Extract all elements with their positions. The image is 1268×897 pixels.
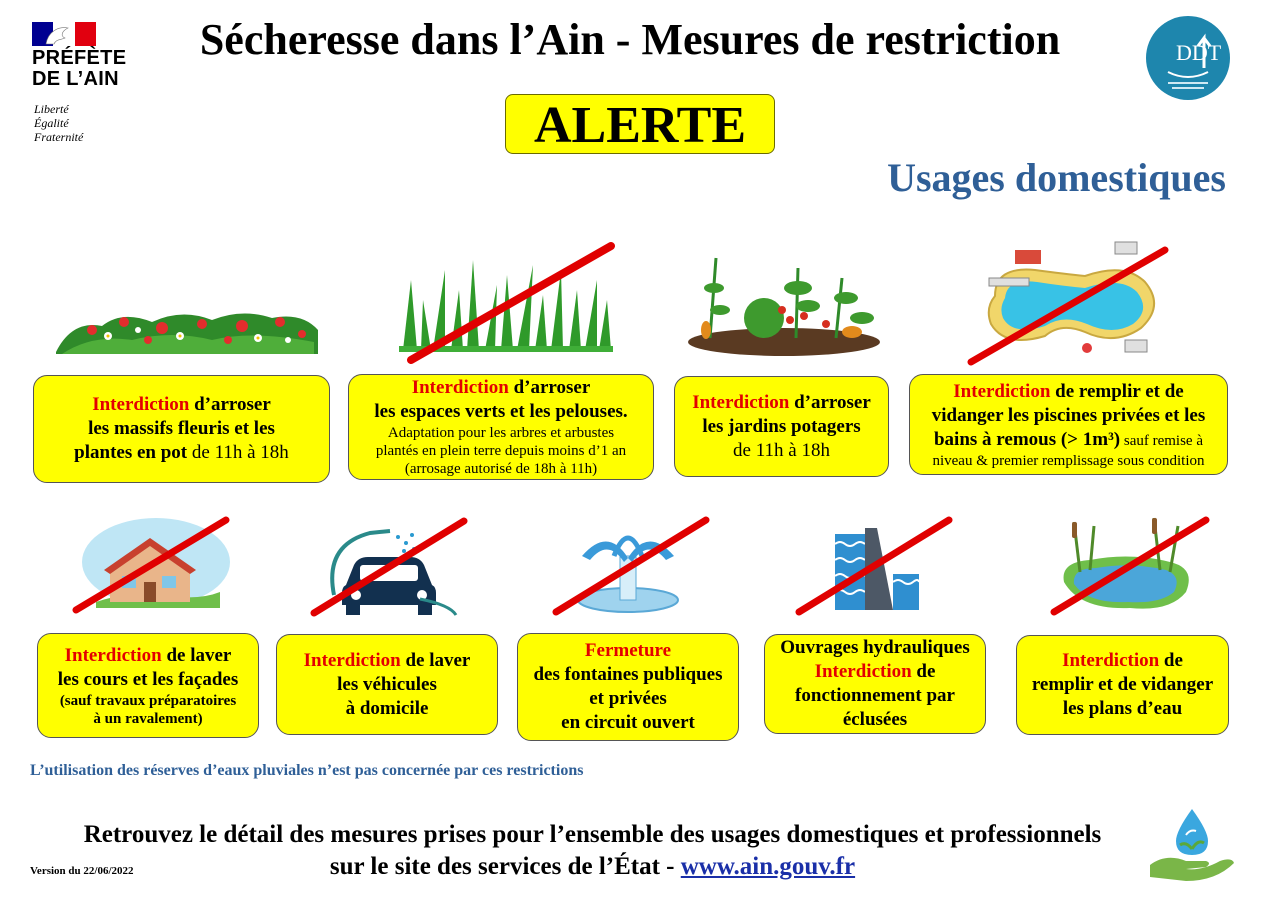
card-text: éclusées: [842, 709, 908, 730]
motto-fraternite: Fraternité: [34, 130, 84, 144]
gov-website-link[interactable]: www.ain.gouv.fr: [680, 853, 856, 880]
prefecture-logo: [30, 22, 140, 152]
card-text: en circuit ouvert: [561, 712, 695, 733]
page-title: Sécheresse dans l’Ain - Mesures de restriction: [199, 15, 1061, 64]
republic-motto: [34, 102, 83, 144]
card-text: et privées: [589, 688, 667, 709]
card-text: d’arroser: [789, 391, 871, 413]
card-text: les véhicules: [337, 673, 437, 695]
footer-line-2-text: sur le site des services de l’État -: [329, 853, 681, 880]
card-note: (sauf travaux préparatoires: [59, 692, 237, 709]
prefecture-name-line2: DE L’AIN: [32, 68, 119, 90]
version-date: Version du 22/06/2022: [30, 865, 134, 877]
card-facades: [37, 633, 259, 738]
lawn-grass-illustration: [393, 240, 618, 365]
card-text: bains à remous (> 1m³): [933, 428, 1121, 450]
card-massifs-fleuris: [33, 375, 330, 483]
rainwater-note: L’utilisation des réserves d’eaux pluviales n’est pas concernée par ces restrictions: [30, 762, 584, 779]
card-fontaines: [517, 633, 739, 741]
interdiction-label: Interdiction: [814, 661, 912, 682]
card-text: de 11h à 18h: [187, 442, 289, 463]
card-text: Ouvrages hydrauliques: [780, 637, 970, 658]
card-text: d’arroser: [508, 377, 591, 398]
footer-line-2: [20, 853, 1165, 881]
card-note: sauf remise à: [1120, 432, 1203, 449]
card-note: niveau & premier remplissage sous condition: [932, 452, 1205, 469]
card-jardins-potagers: [674, 376, 889, 477]
card-note: (arrosage autorisé de 18h à 11h): [404, 461, 598, 477]
prefecture-name-line1: PRÉFÈTE: [32, 47, 127, 69]
footer-line-1: Retrouvez le détail des mesures prises pour l’ensemble des usages domestiques et professionnels: [83, 821, 1102, 848]
pond-illustration: [1050, 512, 1212, 616]
interdiction-label: Interdiction: [953, 380, 1051, 402]
interdiction-label: Interdiction: [411, 377, 509, 398]
prefecture-name: [32, 48, 126, 90]
interdiction-label: Interdiction: [92, 394, 190, 415]
water-hand-icon: [1146, 805, 1238, 885]
motto-egalite: Égalité: [34, 116, 69, 130]
section-subtitle: Usages domestiques: [887, 155, 1226, 200]
card-note: Adaptation pour les arbres et arbustes: [387, 425, 615, 441]
card-piscines: [909, 374, 1228, 475]
card-text: remplir et de vidanger: [1031, 674, 1214, 695]
card-text: à domicile: [345, 697, 429, 719]
card-text: de: [1159, 650, 1183, 671]
interdiction-label: Interdiction: [64, 644, 162, 666]
marianne-logo-icon: [32, 22, 96, 46]
car-wash-illustration: [310, 515, 470, 619]
card-text: les plans d’eau: [1062, 698, 1183, 719]
card-text: de 11h à 18h: [733, 439, 830, 461]
interdiction-label: Interdiction: [1062, 650, 1160, 671]
swimming-pool-illustration: [965, 236, 1175, 366]
fermeture-label: Fermeture: [584, 640, 672, 661]
house-facade-illustration: [70, 512, 236, 616]
card-pelouses: [348, 374, 654, 480]
fountain-illustration: [552, 516, 712, 618]
vegetable-garden-illustration: [686, 248, 882, 360]
flower-bed-illustration: [52, 300, 320, 358]
ddt-logo-icon: [1146, 16, 1230, 100]
card-text: de remplir et de: [1050, 380, 1184, 402]
card-vehicules: [276, 634, 498, 735]
card-ouvrages-hydrauliques: [764, 634, 986, 734]
hydraulic-dam-illustration: [795, 516, 955, 616]
card-text: plantes en pot: [74, 442, 188, 463]
ddt-logo: [1146, 16, 1230, 100]
card-text: les espaces verts et les pelouses.: [374, 401, 628, 422]
card-text: les jardins potagers: [702, 415, 861, 437]
card-text: de: [911, 661, 936, 682]
card-text: de laver: [161, 644, 232, 666]
card-note: à un ravalement): [93, 710, 203, 727]
card-text: de laver: [400, 649, 471, 671]
interdiction-label: Interdiction: [303, 649, 401, 671]
ddt-logo-text: DDT: [1176, 40, 1222, 65]
card-plans-eau: [1016, 635, 1229, 735]
card-text: vidanger les piscines privées et les: [931, 404, 1206, 426]
card-text: des fontaines publiques: [533, 664, 723, 685]
interdiction-label: Interdiction: [692, 391, 790, 413]
motto-liberte: Liberté: [34, 102, 69, 116]
card-text: fonctionnement par: [795, 685, 955, 706]
card-note: plantés en plein terre depuis moins d’1 an: [375, 443, 627, 459]
card-text: les cours et les façades: [57, 668, 239, 690]
card-text: d’arroser: [189, 394, 271, 415]
alert-level-badge: ALERTE: [505, 94, 775, 154]
card-text: les massifs fleuris et les: [88, 418, 275, 439]
